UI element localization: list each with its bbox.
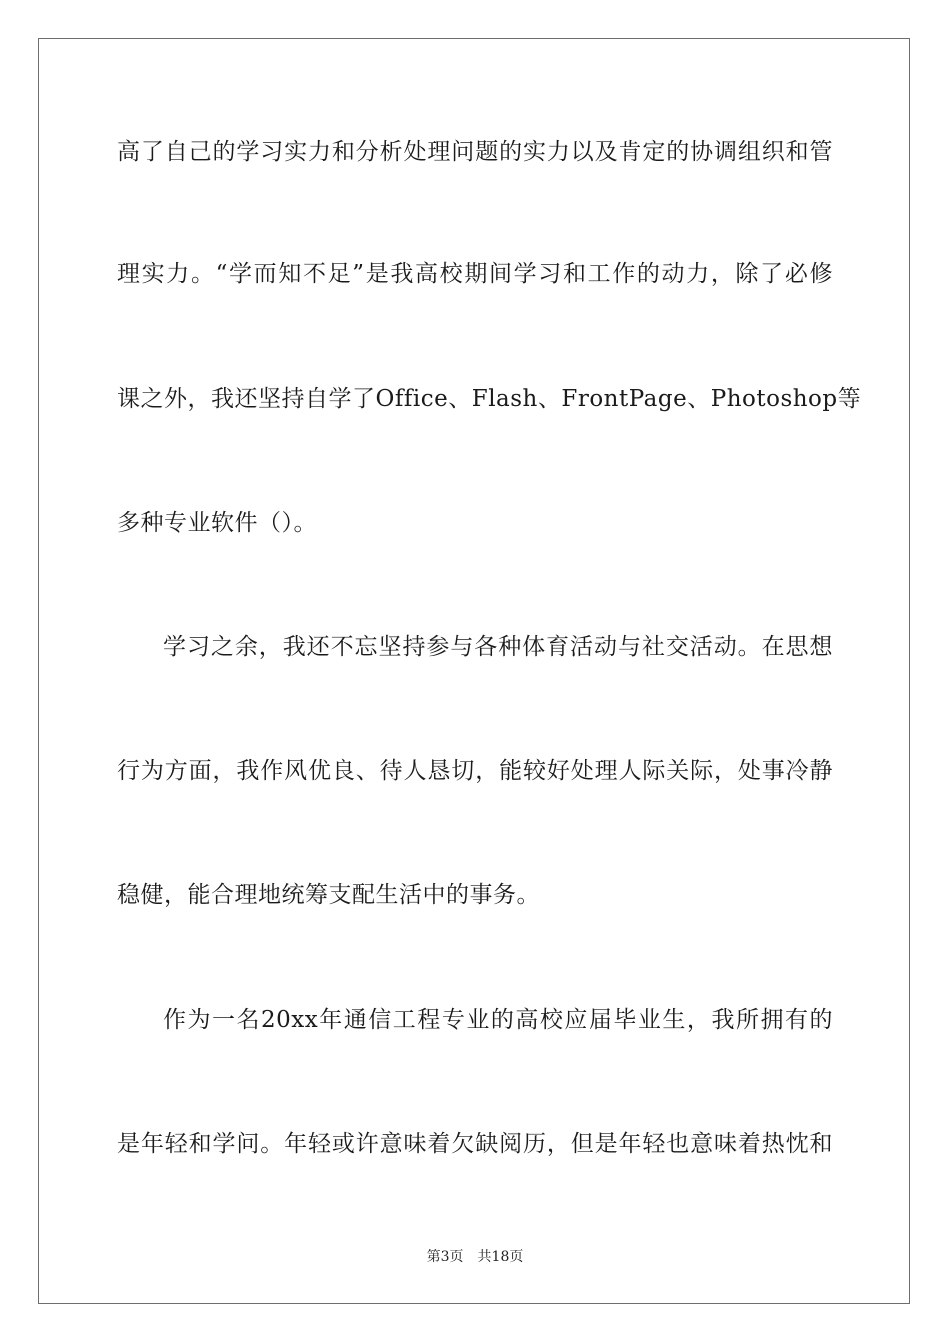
page-number: 第3页	[426, 1249, 464, 1265]
page-footer	[0, 1248, 950, 1266]
text-line-2: 理实力。“学而知不足”是我高校期间学习和工作的动力，除了必修	[117, 261, 833, 287]
text-line-1: 高了自己的学习实力和分析处理问题的实力以及肯定的协调组织和管	[117, 139, 833, 165]
text-line-8: 作为一名20xx年通信工程专业的高校应届毕业生，我所拥有的	[163, 1007, 833, 1033]
page-total: 共18页	[477, 1249, 524, 1265]
text-line-5: 学习之余，我还不忘坚持参与各种体育活动与社交活动。在思想	[163, 634, 833, 660]
text-line-6: 行为方面，我作风优良、待人恳切，能较好处理人际关际，处事冷静	[117, 758, 833, 784]
page-border	[38, 38, 910, 1304]
text-line-9: 是年轻和学问。年轻或许意味着欠缺阅历，但是年轻也意味着热忱和	[117, 1131, 833, 1157]
text-line-3: 课之外，我还坚持自学了Office、Flash、FrontPage、Photoshop等	[117, 386, 862, 412]
text-line-4: 多种专业软件（）。	[117, 510, 317, 536]
text-line-7: 稳健，能合理地统筹支配生活中的事务。	[117, 882, 540, 908]
